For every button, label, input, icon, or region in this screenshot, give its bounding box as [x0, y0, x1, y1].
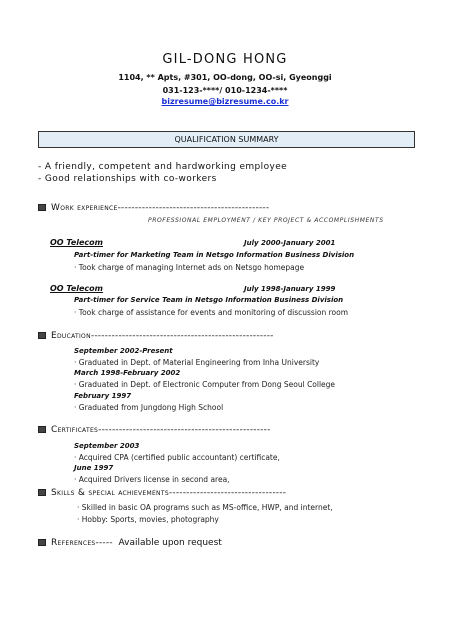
- section-bullet-icon: [38, 539, 46, 546]
- section-rule: --------------------------------------------------: [98, 425, 271, 435]
- education-dates: September 2002-Present: [74, 347, 173, 355]
- certificate-detail: · Acquired CPA (certified public accountant) certificate,: [74, 453, 280, 462]
- education-dates: February 1997: [74, 392, 132, 400]
- job-dates: July 1998-January 1999: [244, 285, 336, 293]
- job-role: Part-timer for Marketing Team in Netsgo Information Business Division: [74, 251, 355, 259]
- section-subtitle: PROFESSIONAL EMPLOYMENT / KEY PROJECT & ACCOMPLISHMENTS: [148, 217, 384, 224]
- job-dates: July 2000-January 2001: [244, 239, 336, 247]
- section-rule: ----------------------------------: [168, 488, 287, 498]
- summary-item: - A friendly, competent and hardworking employee: [38, 162, 288, 172]
- references-text: Available upon request: [118, 538, 222, 548]
- section-bullet-icon: [38, 489, 46, 496]
- section-title: Work experience: [51, 203, 118, 213]
- certificate-dates: June 1997: [74, 464, 114, 472]
- section-references: [38, 538, 222, 548]
- certificate-detail: · Acquired Drivers license in second area,: [74, 475, 230, 484]
- company-name: OO Telecom: [50, 238, 103, 247]
- section-title: Certificates: [51, 425, 99, 435]
- email-link[interactable]: bizresume@bizresume.co.kr: [161, 97, 289, 106]
- section-rule: --------------------------------------------: [117, 203, 270, 213]
- section-bullet-icon: [38, 426, 46, 433]
- education-detail: · Graduated in Dept. of Material Engineering from Inha University: [74, 358, 320, 367]
- job-role: Part-timer for Service Team in Netsgo Information Business Division: [74, 296, 344, 304]
- education-detail: · Graduated in Dept. of Electronic Computer from Dong Seoul College: [74, 380, 336, 389]
- education-detail: · Graduated from Jungdong High School: [74, 403, 224, 412]
- job-detail: · Took charge of managing Internet ads on Netsgo homepage: [74, 263, 305, 272]
- certificate-dates: September 2003: [74, 442, 140, 450]
- qualification-summary-title: QUALIFICATION SUMMARY: [38, 131, 415, 148]
- section-work-experience: [38, 203, 269, 213]
- section-certificates: [38, 425, 271, 435]
- section-title: Education: [51, 331, 91, 341]
- company-name: OO Telecom: [50, 284, 103, 293]
- section-education: [38, 331, 274, 341]
- applicant-name: GIL-DONG HONG: [162, 52, 288, 67]
- skill-item: · Skilled in basic OA programs such as MS-office, HWP, and internet,: [77, 503, 333, 512]
- section-skills: [38, 488, 286, 498]
- section-rule: -----------------------------------------------------: [90, 331, 274, 341]
- section-bullet-icon: [38, 204, 46, 211]
- address: 1104, ** Apts, #301, OO-dong, OO-si, Gyeonggi: [118, 73, 332, 82]
- job-detail: · Took charge of assistance for events and monitoring of discussion room: [74, 308, 349, 317]
- summary-item: - Good relationships with co-workers: [38, 174, 217, 184]
- section-title: Skills & special achievements: [51, 488, 169, 498]
- phone-numbers: 031-123-****/ 010-1234-****: [162, 86, 288, 95]
- section-bullet-icon: [38, 332, 46, 339]
- skill-item: · Hobby: Sports, movies, photography: [77, 515, 219, 524]
- section-title: References: [51, 538, 96, 548]
- section-rule: -----: [95, 538, 113, 548]
- education-dates: March 1998-February 2002: [74, 369, 181, 377]
